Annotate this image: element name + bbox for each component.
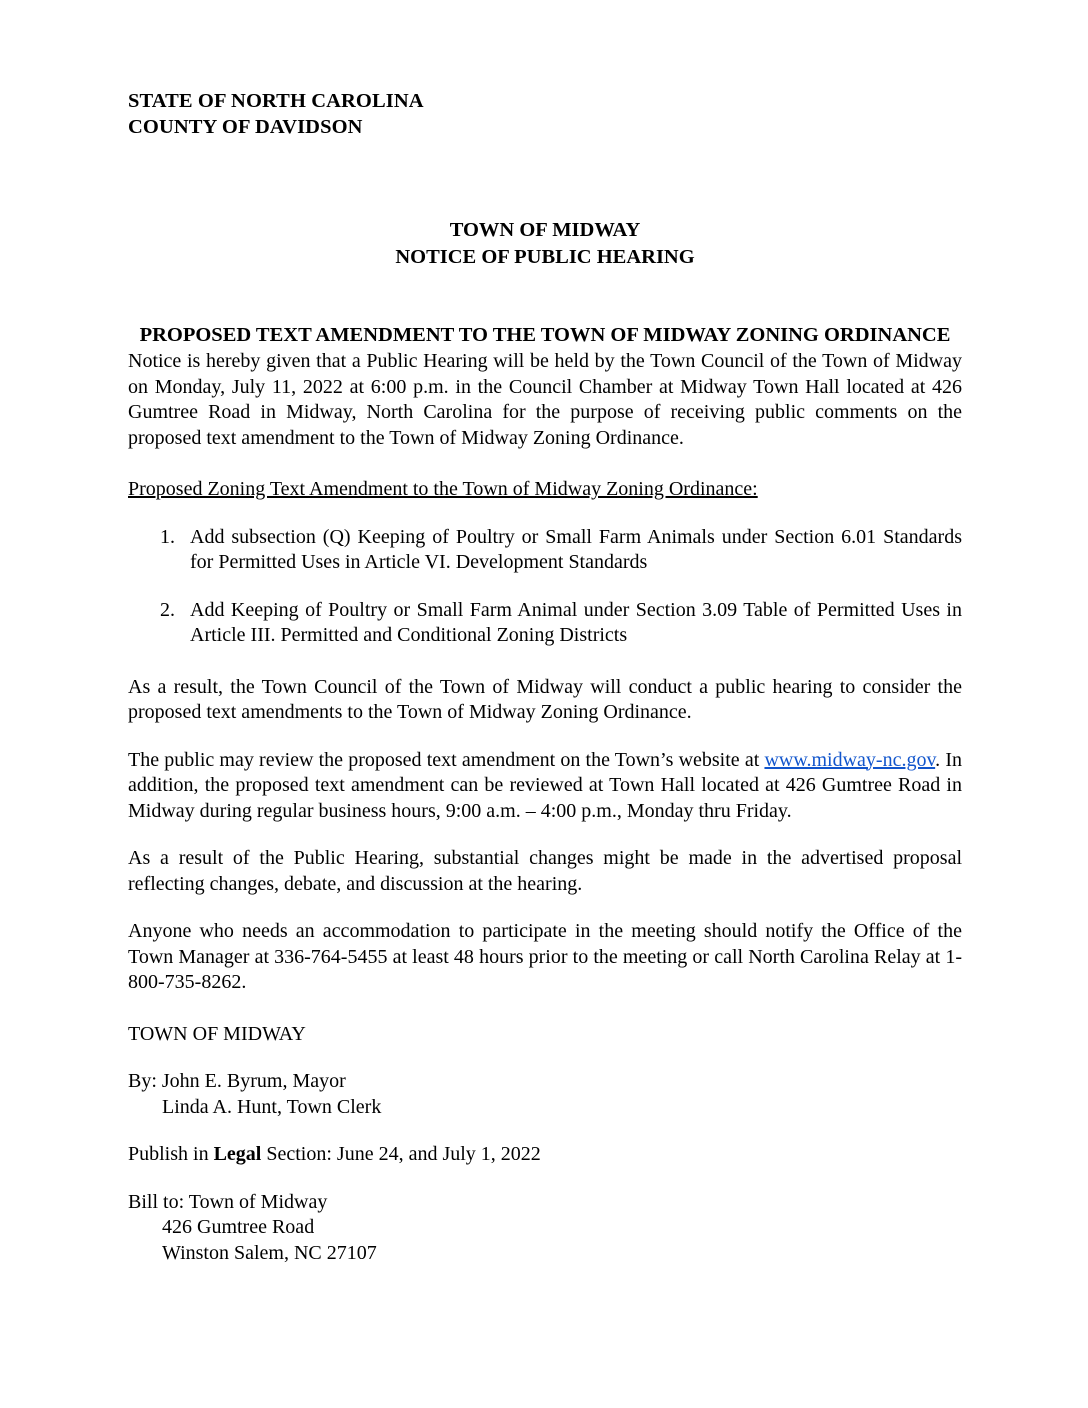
state-line: STATE OF NORTH CAROLINA — [128, 90, 424, 112]
list-item-number: 2. — [160, 598, 175, 621]
publish-prefix: Publish in — [128, 1143, 214, 1165]
signature-clerk-line: Linda A. Hunt, Town Clerk — [162, 1095, 382, 1118]
list-item — [128, 598, 962, 649]
signature-mayor-line: By: John E. Byrum, Mayor — [128, 1070, 346, 1092]
jurisdiction-header — [128, 88, 962, 140]
publish-line — [128, 1142, 962, 1168]
title-block — [128, 217, 962, 270]
notice-title: NOTICE OF PUBLIC HEARING — [395, 245, 695, 268]
as-a-result-paragraph: As a result, the Town Council of the Town of Midway will conduct a public hearing to consider the proposed text amendments to the Town of Midway Zoning Ordinance. — [128, 675, 962, 723]
list-item-text: Add subsection (Q) Keeping of Poultry or Small Farm Animals under Section 6.01 Standards for Permitted Uses in Article VI. Development Standards — [190, 525, 962, 573]
list-item-number: 1. — [160, 525, 175, 548]
publish-suffix: Section: June 24, and July 1, 2022 — [261, 1143, 541, 1165]
publish-bold-word: Legal — [213, 1143, 262, 1165]
signature-org: TOWN OF MIDWAY — [128, 1022, 306, 1045]
bill-to-line1: Bill to: Town of Midway — [128, 1190, 328, 1213]
accommodation-paragraph: Anyone who needs an accommodation to participate in the meeting should notify the Office of the Town Manager at 336-764-5455 at least 48 hours prior to the meeting or call North Carolina Relay at 1-800-735-8262. — [128, 920, 962, 993]
signature-block — [128, 1022, 962, 1267]
county-line: COUNTY OF DAVIDSON — [128, 116, 363, 138]
bill-to-line2: 426 Gumtree Road — [162, 1216, 315, 1238]
document-content — [128, 88, 962, 1266]
notice-body-paragraph: Notice is hereby given that a Public Hearing will be held by the Town Council of the Town of Midway on Monday, July 11, 2022 at 6:00 p.m. in the Council Chamber at Midway Town Hall located at 426 Gumtree Road in Midway, North Carolina for the purpose of receiving public comments on the proposed text amendment to the Town of Midway Zoning Ordinance. — [128, 350, 962, 449]
list-item — [128, 525, 962, 576]
bill-to-line3: Winston Salem, NC 27107 — [162, 1241, 377, 1264]
amendment-heading: Proposed Zoning Text Amendment to the Town of Midway Zoning Ordinance: — [128, 478, 758, 500]
town-title: TOWN OF MIDWAY — [449, 219, 641, 241]
list-item-text: Add Keeping of Poultry or Small Farm Animal under Section 3.09 Table of Permitted Uses in Article III. Permitted and Conditional Zoning Districts — [190, 598, 962, 646]
amendment-list — [128, 525, 962, 649]
town-website-link[interactable]: www.midway-nc.gov — [764, 748, 936, 771]
review-paragraph — [128, 748, 962, 825]
subject-title: PROPOSED TEXT AMENDMENT TO THE TOWN OF MIDWAY ZONING ORDINANCE — [139, 324, 951, 346]
review-suffix-text: . In addition, the proposed text amendment can be reviewed at Town Hall located at 426 Gumtree Road in Midway during regular business hours, 9:00 a.m. – 4:00 p.m., Monday thru Friday. — [128, 748, 962, 822]
substantial-changes-paragraph: As a result of the Public Hearing, substantial changes might be made in the advertised proposal reflecting changes, debate, and discussion at the hearing. — [128, 847, 962, 895]
review-prefix-text: The public may review the proposed text amendment on the Town’s website at — [128, 748, 765, 771]
